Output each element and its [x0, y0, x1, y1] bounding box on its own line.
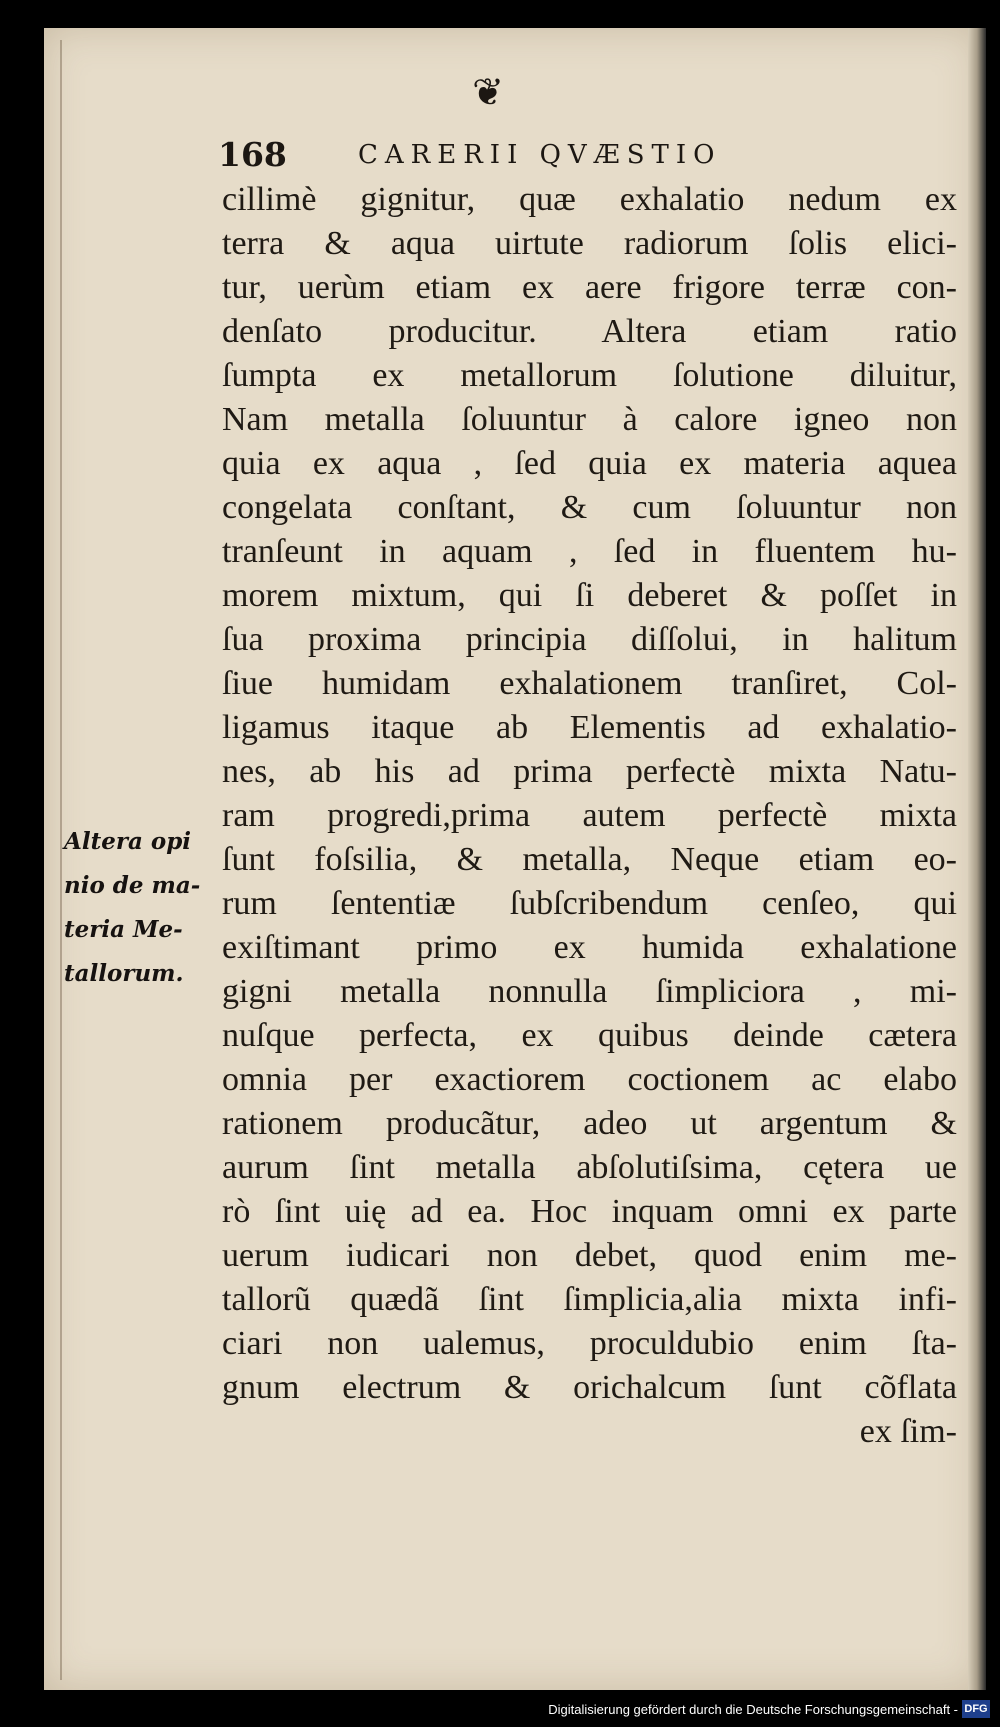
- text-line: omnia per exactiorem coctionem ac elabo: [222, 1061, 957, 1098]
- text-line: gigni metalla nonnulla ſimpliciora , mi-: [222, 973, 957, 1010]
- text-line: tranſeunt in aquam , ſed in fluentem hu-: [222, 533, 957, 570]
- marginal-note-line: tallorum.: [64, 960, 184, 987]
- text-line: ſua proxima principia diſſolui, in halitum: [222, 621, 957, 658]
- text-line: cillimè gignitur, quæ exhalatio nedum ex: [222, 181, 957, 218]
- page-number: 168: [218, 135, 287, 174]
- text-line: Nam metalla ſoluuntur à calore igneo non: [222, 401, 957, 438]
- text-line: morem mixtum, qui ſi deberet & poſſet in: [222, 577, 957, 614]
- footer-bar: [0, 1695, 1000, 1727]
- text-line: rò ſint uię ad ea. Hoc inquam omni ex parte: [222, 1193, 957, 1230]
- text-line: gnum electrum & orichalcum ſunt cõflata: [222, 1369, 957, 1406]
- text-line: ligamus itaque ab Elementis ad exhalatio-: [222, 709, 957, 746]
- marginal-note-line: nio de ma-: [64, 872, 201, 899]
- marginal-note: [64, 820, 214, 996]
- text-line: ciari non ualemus, proculdubio enim ſta-: [222, 1325, 957, 1362]
- text-line: ram progredi,prima autem perfectè mixta: [222, 797, 957, 834]
- text-line: tur, uerùm etiam ex aere frigore terræ con-: [222, 269, 957, 306]
- funding-credit: Digitalisierung gefördert durch die Deutsche Forschungsgemeinschaft -: [548, 1702, 958, 1717]
- catchword: ex ſim-: [859, 1413, 957, 1450]
- page-header: [218, 135, 898, 175]
- text-line: uerum iudicari non debet, quod enim me-: [222, 1237, 957, 1274]
- text-line: nes, ab his ad prima perfectè mixta Natu-: [222, 753, 957, 790]
- marginal-note-line: teria Me-: [64, 916, 183, 943]
- text-line: aurum ſint metalla abſolutiſsima, cętera ue: [222, 1149, 957, 1186]
- running-head: CARERII QVÆSTIO: [358, 140, 722, 170]
- text-line: congelata conſtant, & cum ſoluuntur non: [222, 489, 957, 526]
- marginal-note-line: Altera opi: [64, 828, 192, 855]
- text-line: nuſque perfecta, ex quibus deinde cætera: [222, 1017, 957, 1054]
- text-line: terra & aqua uirtute radiorum ſolis elici-: [222, 225, 957, 262]
- text-line: ſiue humidam exhalationem tranſiret, Col-: [222, 665, 957, 702]
- text-line: exiſtimant primo ex humida exhalatione: [222, 929, 957, 966]
- text-line: rationem producãtur, adeo ut argentum &: [222, 1105, 957, 1142]
- text-line: quia ex aqua , ſed quia ex materia aquea: [222, 445, 957, 482]
- page-fore-edge: [968, 28, 986, 1690]
- text-line: ſunt foſsilia, & metalla, Neque etiam eo-: [222, 841, 957, 878]
- text-line: tallorũ quædã ſint ſimplicia,alia mixta infi-: [222, 1281, 957, 1318]
- text-line: denſato producitur. Altera etiam ratio: [222, 313, 957, 350]
- text-line: rum ſententiæ ſubſcribendum cenſeo, qui: [222, 885, 957, 922]
- dfg-logo-icon: DFG: [962, 1700, 990, 1718]
- text-line: ſumpta ex metallorum ſolutione diluitur,: [222, 357, 957, 394]
- printer-ornament: ❦: [472, 70, 504, 114]
- body-text: [222, 178, 957, 1454]
